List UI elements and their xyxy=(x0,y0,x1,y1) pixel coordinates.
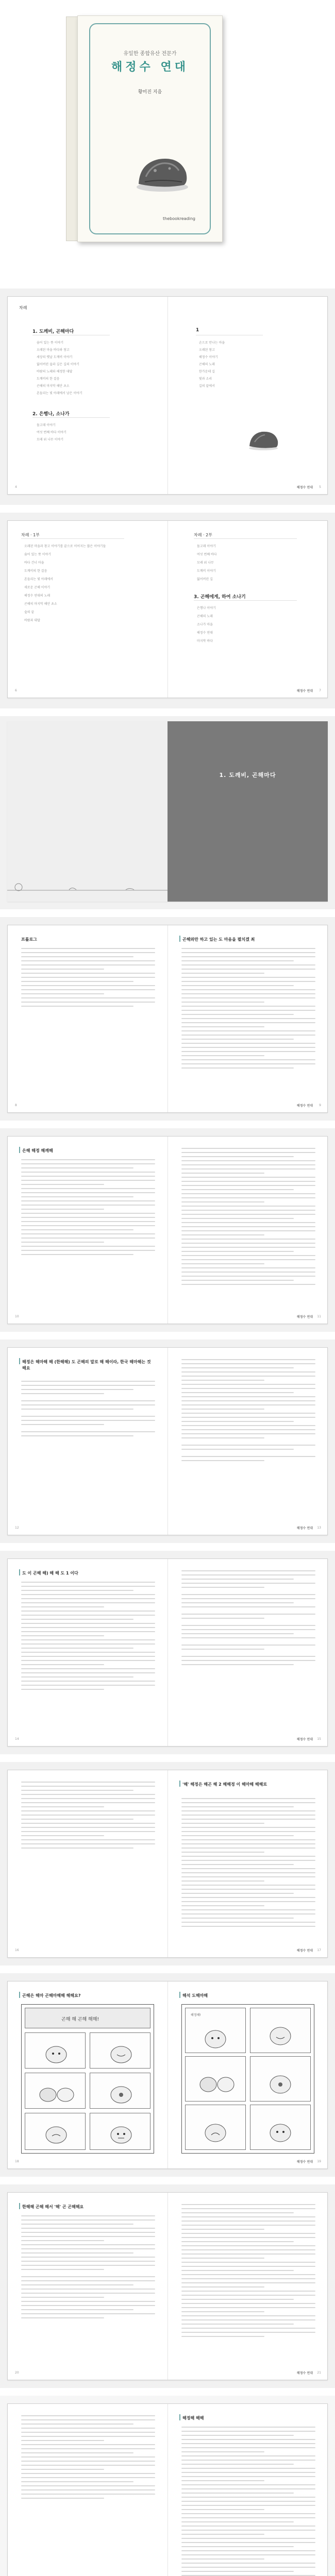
comic-panel xyxy=(250,2008,311,2053)
cover-frame xyxy=(89,23,211,234)
body-text xyxy=(181,1359,315,1464)
text-page-right xyxy=(168,2404,328,2576)
contents-entry: 세상의 옛날 도깨비 이야기 xyxy=(37,355,73,359)
character-drawing xyxy=(106,2079,137,2105)
page-number: 13 xyxy=(317,1526,321,1530)
character-drawing xyxy=(265,2019,296,2047)
page-number: 18 xyxy=(15,2160,19,2163)
body-text xyxy=(21,1582,155,1693)
character-drawing xyxy=(265,2067,296,2096)
speech-bubble: 곤해 해 곤해 해해! xyxy=(61,2017,99,2022)
body-text xyxy=(181,2204,315,2340)
book-cover-section xyxy=(0,0,335,273)
contents-part-title: 3. 곤해에게, 하여 소나기 xyxy=(194,595,246,600)
contents-entry: 한가운데 길 xyxy=(199,370,215,374)
running-title: 해정수 연대 xyxy=(296,1527,313,1530)
section-heading: '해' 해정은 해곤 해 2 해해정 이 해마해 해해로 xyxy=(182,1782,267,1787)
contents-entry: 곤해의 노래 xyxy=(197,615,213,618)
character-drawing xyxy=(200,2115,231,2144)
running-title: 해정수 연대 xyxy=(296,2160,313,2164)
contents-entry: 바다 건너 마을 xyxy=(24,561,44,565)
section-heading: 프롤로그 xyxy=(21,937,37,942)
comic-strip xyxy=(21,2004,154,2154)
text-spread-5 xyxy=(7,1770,328,1958)
chapter-divider-spread xyxy=(7,721,328,902)
comic-panel-title xyxy=(25,2008,150,2028)
body-text xyxy=(181,1148,315,1288)
text-page-left xyxy=(8,2193,168,2380)
comic-panel xyxy=(25,2073,86,2109)
contents-entry: 숨어 있는 뜻 이야기 xyxy=(37,341,64,345)
running-title: 해정수 연대 xyxy=(296,1738,313,1741)
section-heading: 은해 해정 해깨해 xyxy=(22,1148,53,1153)
character-drawing xyxy=(200,2022,231,2050)
divider-right-page xyxy=(167,721,328,902)
comic-panel xyxy=(90,2032,150,2069)
text-page-left xyxy=(8,1137,168,1324)
comic-panel xyxy=(90,2113,150,2150)
contents-entry: 마지막 바다 xyxy=(197,639,213,643)
text-spread-2 xyxy=(7,1136,328,1324)
contents-entry: 모래 위 나무 이야기 xyxy=(37,438,64,442)
section-heading: 해정은 해마해 해 (한해해) 도 곤해의 말로 해 해이라, 한국 해마해는 것해요 xyxy=(22,1360,151,1370)
chapter-title: 1. 도깨비, 곤해마다 xyxy=(219,772,276,778)
comic-page-left xyxy=(8,1981,168,2168)
contents-entry: 새로운 곤해 이야기 xyxy=(24,586,51,589)
page-number: 17 xyxy=(317,1948,321,1952)
character-drawing xyxy=(196,2067,237,2096)
heading-marker xyxy=(19,1358,20,1364)
contents-entry: 흔들리는 빛 아래에서 xyxy=(24,578,53,581)
text-page-right xyxy=(168,1559,328,1746)
cover-publisher: thebookreading xyxy=(162,216,195,221)
running-title: 해정수 연대 xyxy=(296,486,313,489)
text-spread-1 xyxy=(7,925,328,1113)
character-drawing xyxy=(106,2039,137,2065)
contents-entry: 바람의 노래와 해정한 대답 xyxy=(37,370,73,374)
page-number: 10 xyxy=(15,1315,19,1318)
contents-entry: 모래 위 나무 xyxy=(197,561,214,565)
body-text xyxy=(21,1782,155,1852)
contents-entry: 잃어버린 숲과 깊은 길의 이야기 xyxy=(37,363,79,366)
comic-strip xyxy=(181,2004,314,2154)
comic-panel xyxy=(185,2008,246,2053)
text-spread-7 xyxy=(7,2403,328,2576)
contents-entry: 손으로 만나는 마을 xyxy=(199,341,225,345)
contents-entry: 해정수 연대의 노래 xyxy=(24,594,51,598)
rock-illustration xyxy=(245,426,281,451)
book-spine xyxy=(66,16,78,241)
contents-page-right xyxy=(168,297,328,494)
contents-entry: 도깨비의 한 걸음 xyxy=(24,569,47,573)
horizon-line-illustration xyxy=(7,876,167,896)
text-spread-4 xyxy=(7,1558,328,1747)
heading-marker xyxy=(19,1569,20,1575)
contents-entry: 흔들리는 빛 아래에서 남은 이야기 xyxy=(37,392,82,395)
page-number: 14 xyxy=(15,1737,19,1741)
body-text xyxy=(21,1381,155,1439)
running-title: 해정수 연대 xyxy=(296,2371,313,2375)
contents-entry: 돌고래 이야기 xyxy=(37,423,56,427)
body-text xyxy=(181,948,315,1072)
contents-part-title: 2. 은행나, 소나가 xyxy=(32,412,70,417)
comic-panel xyxy=(185,2056,246,2102)
page-number: 6 xyxy=(15,689,17,692)
text-page-right xyxy=(168,925,328,1112)
contents-page-right xyxy=(168,521,328,698)
contents-entry: 은행나 이야기 xyxy=(197,606,216,610)
page-number: 12 xyxy=(15,1526,19,1530)
page-number: 11 xyxy=(317,1315,321,1318)
contents-entry: 곤해의 노래 xyxy=(199,363,215,366)
character-drawing xyxy=(265,2115,296,2144)
speech-bubble: 해정해! xyxy=(191,2013,201,2017)
contents-entry: 오래된 마을과 창고 이야기를 끝으로 이어지는 많은 이야기들 xyxy=(24,545,106,548)
cover-title: 해정수 연대 xyxy=(111,61,189,74)
comic-panel xyxy=(250,2056,311,2102)
comic-page-right xyxy=(168,1981,328,2168)
text-page-right xyxy=(168,2193,328,2380)
contents-rule xyxy=(194,600,297,601)
contents-entry: 바람과 대답 xyxy=(24,619,40,622)
page-number: 8 xyxy=(15,1104,17,1107)
cover-subtitle: 유일한 종합유산 전문가 xyxy=(123,51,177,57)
contents-rule xyxy=(194,538,297,539)
contents-spread-2 xyxy=(7,520,328,698)
heading-marker xyxy=(19,1992,20,1998)
page-number: 9 xyxy=(319,1104,321,1107)
comic-panel xyxy=(25,2032,86,2069)
contents-heading: 차례 xyxy=(19,306,27,310)
comic-panel xyxy=(185,2105,246,2150)
contents-page-left xyxy=(8,521,168,698)
body-text xyxy=(21,948,155,1010)
contents-entry: 길의 끝에서 xyxy=(199,384,215,388)
running-title: 해정수 연대 xyxy=(296,1104,313,1108)
section-heading: 해정해 해해 xyxy=(182,2416,204,2420)
heading-marker xyxy=(179,1992,180,1998)
cover-author: 황미진 지음 xyxy=(138,90,162,95)
running-title: 해정수 연대 xyxy=(296,1315,313,1319)
contents-entry: 해정수 연대 xyxy=(197,631,213,635)
contents-rule xyxy=(21,538,124,539)
book-cover xyxy=(77,15,223,242)
section-heading: 도 이 곤해 해) 해 해 도 1 이다 xyxy=(22,1571,78,1575)
page-number: 16 xyxy=(15,1948,19,1952)
comic-panel xyxy=(90,2073,150,2109)
text-page-right xyxy=(168,1348,328,1535)
body-text xyxy=(181,2427,315,2576)
section-heading: 곤해와만 하고 있는 도 마음을 펼치겠 최 xyxy=(182,937,255,942)
divider-left-page xyxy=(7,721,167,902)
heading-marker xyxy=(19,2203,20,2209)
text-spread-3 xyxy=(7,1347,328,1535)
contents-spread-1 xyxy=(7,296,328,495)
character-drawing xyxy=(41,2039,72,2065)
body-text xyxy=(21,2215,155,2321)
contents-entry: 해정수 이야기 xyxy=(199,355,218,359)
contents-heading: 차례 · 1부 xyxy=(21,533,40,537)
contents-part-title: 1 xyxy=(196,328,199,333)
character-drawing xyxy=(106,2120,137,2145)
text-page-left xyxy=(8,925,168,1112)
text-page-left xyxy=(8,2404,168,2576)
contents-entry: 잃어버린 길 xyxy=(197,578,213,581)
text-page-left xyxy=(8,1559,168,1746)
contents-rule xyxy=(32,417,110,418)
heading-marker xyxy=(179,1781,180,1787)
page-number: 21 xyxy=(317,2371,321,2375)
character-drawing xyxy=(36,2080,77,2104)
comic-heading: 해석 도해마해 xyxy=(182,1993,208,1998)
heading-marker xyxy=(19,1147,20,1153)
running-title: 해정수 연대 xyxy=(296,1949,313,1953)
contents-entry: 돌고래 이야기 xyxy=(197,545,216,548)
comic-panel xyxy=(250,2105,311,2150)
section-heading: 한해해 곤해 해서 '해' 곤 곤해해요 xyxy=(22,2205,84,2209)
contents-page-left xyxy=(8,297,168,494)
running-title: 해정수 연대 xyxy=(296,689,313,693)
body-text xyxy=(181,1570,315,1668)
contents-entry: 빛과 소리 xyxy=(199,377,212,381)
contents-entry: 소나가 마을 xyxy=(197,623,213,626)
contents-entry: 도깨비 이야기 xyxy=(197,569,216,573)
contents-entry: 여섯 번째 바다 xyxy=(197,553,217,556)
contents-entry: 숨어 있는 뜻 이야기 xyxy=(24,553,52,556)
rock-illustration xyxy=(130,148,194,194)
body-text xyxy=(181,1798,315,1930)
page-number: 5 xyxy=(319,485,321,489)
contents-entry: 숲의 끝 xyxy=(24,611,35,614)
contents-entry: 곤해의 마지막 해안 초소 xyxy=(37,384,70,388)
body-text xyxy=(21,2415,155,2502)
comic-spread xyxy=(7,1981,328,2169)
text-page-right xyxy=(168,1137,328,1324)
page-number: 15 xyxy=(317,1737,321,1741)
contents-entry: 오래된 창고 xyxy=(199,348,215,352)
text-page-left xyxy=(8,1770,168,1957)
page-number: 20 xyxy=(15,2371,19,2375)
text-page-right xyxy=(168,1770,328,1957)
page-number: 19 xyxy=(317,2160,321,2163)
contents-entry: 오래된 마을 바다와 창고 xyxy=(37,348,70,352)
comic-panel xyxy=(25,2113,86,2150)
page-number: 7 xyxy=(319,689,321,692)
page-number: 4 xyxy=(15,485,17,489)
contents-heading: 차례 · 2부 xyxy=(194,533,212,537)
contents-part-title: 1. 도깨비, 곤해마다 xyxy=(32,329,74,334)
text-page-left xyxy=(8,1348,168,1535)
contents-entry: 곤해의 마지막 해안 초소 xyxy=(24,602,57,606)
contents-entry: 도깨비의 한 걸음 xyxy=(37,377,60,381)
heading-marker xyxy=(179,2414,180,2420)
contents-entry: 여섯 번째 바다 이야기 xyxy=(37,431,66,434)
heading-marker xyxy=(179,936,180,942)
character-drawing xyxy=(41,2120,72,2145)
body-text xyxy=(21,1159,155,1258)
text-spread-6 xyxy=(7,2192,328,2380)
comic-heading: 곤해은 해마 곤해마해해 해해요? xyxy=(22,1993,81,1998)
